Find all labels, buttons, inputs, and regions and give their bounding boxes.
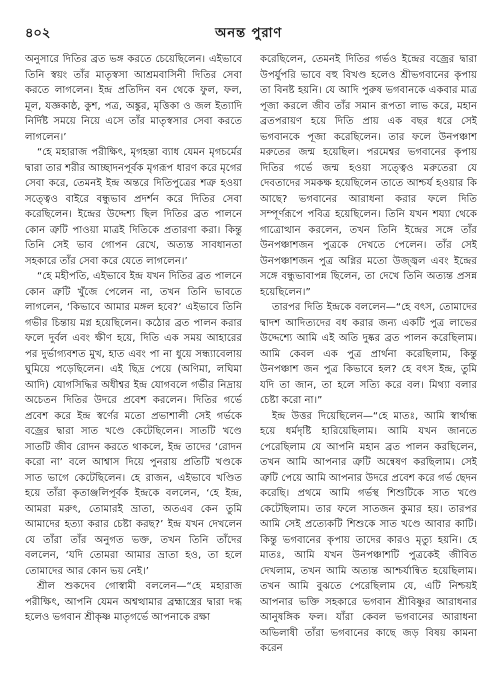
- paragraph: ইন্দ্র উত্তর দিয়েছিলেন—“হে মাতঃ, আমি স্বার্থান্ধ হয়ে ধর্মদৃষ্টি হারিয়েছিলাম। আমি যখন জানতে পেরেছিলাম যে আপনি মহান ব্রত পালন করছিলেন, তখন আমি আপনার ত্রুটি অন্বেষণ করছিলাম। সেই ত্রুটি পেয়ে আমি আপনার উদরে প্রবেশ করে গর্ভ ছেদন করেছি। প্রথমে আমি গর্ভস্থ শিশুটিকে সাত খণ্ডে কেটেছিলাম। তার ফলে সাতজন কুমার হয়। তারপর আমি সেই প্রত্যেকটি শিশুকে সাত খণ্ডে আবার কাটি। কিন্তু ভগবানের কৃপায় তাদের কারও মৃত্যু হয়নি। হে মাতঃ, আমি যখন উনপঞ্চাশটি পুত্রকেই জীবিত দেখলাম, তখন আমি অত্যন্ত আশ্চর্যান্বিত হয়েছিলাম। তখন আমি বুঝতে পেরেছিলাম যে, এটি নিশ্চয়ই আপনার ভক্তি সহকারে ভগবান শ্রীবিষ্ণুর আরাধনার আনুষঙ্গিক ফল। যাঁরা কেবল ভগবানের আরাধনা অভিলাষী তাঁরা ভগবানের কাছে জড় বিষয় কামনা করেন: [260, 410, 477, 654]
- text-columns: [25, 52, 477, 680]
- running-title: অনন্ত পুরাণ: [215, 26, 283, 41]
- paragraph: “হে মহীপতি, এইভাবে ইন্দ্র যখন দিতির ব্রত পালনে কোন ত্রুটি খুঁজে পেলেন না, তখন তিনি ভাবতে লাগলেন, ‘কিভাবে আমার মঙ্গল হবে?’ এইভাবে তিনি গভীর চিন্তায় মগ্ন হয়েছিলেন। কঠোর ব্রত পালন করার ফলে দুর্বল এবং ক্ষীণ হয়ে, দিতি এক সময় আহারের পর দুর্ভাগ্যবশত মুখ, হাত এবং পা না ধুয়ে সন্ধ্যাবেলায় ঘুমিয়ে পড়েছিলেন। এই ছিদ্র পেয়ে (অণিমা, লঘিমা আদি) যোগসিদ্ধির অধীশ্বর ইন্দ্র যোগবলে গর্ভীর নিদ্রায় অচেতন দিতির উদরে প্রবেশ করলেন। দিতির গর্ভে প্রবেশ করে ইন্দ্র স্বর্ণের মতো প্রভাশালী সেই গর্ভকে বজ্রের দ্বারা সাত খণ্ডে কেটেছিলেন। সাতটি খণ্ডে সাতটি জীব রোদন করতে থাকলে, ইন্দ্র তাদের ‘রোদন করো না’ বলে আশ্বাস দিয়ে পুনরায় প্রতিটি খণ্ডকে সাত ভাগে কেটেছিলেন। হে রাজন, এইভাবে খণ্ডিত হয়ে তাঁরা কৃতাঞ্জলিপূর্বক ইন্দ্রকে বললেন, ‘হে ইন্দ্র, আমরা মরুৎ, তোমারই ভ্রাতা, অতএব কেন তুমি আমাদের হত্যা করার চেষ্টা করছ?’ ইন্দ্র যখন দেখলেন যে তাঁরা তাঁর অনুগত ভক্ত, তখন তিনি তাঁদের বললেন, ‘যদি তোমরা আমার ভ্রাতা হও, তা হলে তোমাদের আর কোন ভয় নেই।’: [25, 271, 242, 577]
- right-column: [260, 52, 477, 680]
- paragraph: করেছিলেন, তেমনই দিতির গর্ভও ইন্দ্রের বজ্রের দ্বারা উপর্যুপরি ভাবে বহু বিখণ্ড হলেও শ্রীভগবানের কৃপায় তা বিনষ্ট হয়নি। যে আদি পুরুষ ভগবানকে একবার মাত্র পূজা করলে জীব তাঁর সমান রূপতা লাভ করে, মহান ব্রতপরায়ণ হয়ে দিতি প্রায় এক বছর ধরে সেই ভগবানকে পূজা করেছিলেন। তার ফলে উনপঞ্চাশ মরুতের জন্ম হয়েছিল। পরমেশ্বর ভগবানের কৃপায় দিতির গর্ভে জন্ম হওয়া সত্ত্বেও মরুতেরা যে দেবতাদের সমকক্ষ হয়েছিলেন তাতে আশ্চর্য হওয়ার কি আছে? ভগবানের আরাধনা করার ফলে দিতি সম্পূর্ণরূপে পবিত্র হয়েছিলেন। তিনি যখন শয্যা থেকে গাত্রোত্থান করলেন, তখন তিনি ইন্দ্রের সঙ্গে তাঁর উনপঞ্চাশজন পুত্রকে দেখতে পেলেন। তাঁর সেই উনপঞ্চাশজন পুত্র অগ্নির মতো উজ্জ্বল এবং ইন্দ্রের সঙ্গে বন্ধুভাবাপন্ন ছিলেন, তা দেখে তিনি অত্যন্ত প্রসন্ন হয়েছিলেন।”: [260, 54, 477, 298]
- page-number: ৪০২: [25, 26, 51, 41]
- paragraph: অনুসারে দিতির ব্রত ভঙ্গ করতে চেয়েছিলেন। এইভাবে তিনি স্বয়ং তাঁর মাতৃস্বসা আশ্রমবাসিনী দিতির সেবা করতে লাগলেন। ইন্দ্র প্রতিদিন বন থেকে ফুল, ফল, মূল, যজ্ঞকাষ্ঠ, কুশ, পত্র, অঙ্কুর, মৃত্তিকা ও জল ইত্যাদি নির্দিষ্ট সময়ে নিয়ে এসে তাঁর মাতৃস্বসার সেবা করতে লাগলেন।’: [25, 54, 242, 143]
- paragraph: শ্রীল শুকদেব গোস্বামী বললেন—“হে মহারাজ পরীক্ষিৎ, আপনি যেমন অশ্বত্থামার ব্রহ্মাস্ত্রের দ্বারা দগ্ধ হলেও ভগবান শ্রীকৃষ্ণ মাতৃগর্ভে আপনাকে রক্ষা: [25, 581, 242, 623]
- page-header: [25, 24, 477, 42]
- paragraph: তারপর দিতি ইন্দ্রকে বললেন—“হে বৎস, তোমাদের দ্বাদশ আদিত্যদের বধ করার জন্য একটি পুত্র লাভের উদ্দেশ্যে আমি এই অতি দুষ্কর ব্রত পালন করেছিলাম। আমি কেবল এক পুত্র প্রার্থনা করেছিলাম, কিন্তু উনপঞ্চাশ জন পুত্র কিভাবে হল? হে বৎস ইন্দ্র, তুমি যদি তা জান, তা হলে সত্যি করে বল। মিথ্যা বলার চেষ্টা করো না।”: [260, 302, 477, 406]
- left-column: [25, 52, 242, 680]
- paragraph: “হে মহারাজ পরীক্ষিৎ, মৃগহন্তা ব্যাধ যেমন মৃগচর্মের দ্বারা তার শরীর আচ্ছাদনপূর্বক মৃগরূপ ধারণ করে মৃগের সেবা করে, তেমনই ইন্দ্র অন্তরে দিতিপুত্রের শত্রু হওয়া সত্ত্বেও বাইরে বন্ধুভাব প্রদর্শন করে দিতির সেবা করেছিলেন। ইন্দ্রের উদ্দেশ্য ছিল দিতির ব্রত পালনে কোন ত্রুটি পাওয়া মাত্রই দিতিকে প্রতারণা করা। কিন্তু তিনি সেই ভাব গোপন রেখে, অত্যন্ত সাবধানতা সহকারে তাঁর সেবা করে যেতে লাগলেন।’: [25, 147, 242, 267]
